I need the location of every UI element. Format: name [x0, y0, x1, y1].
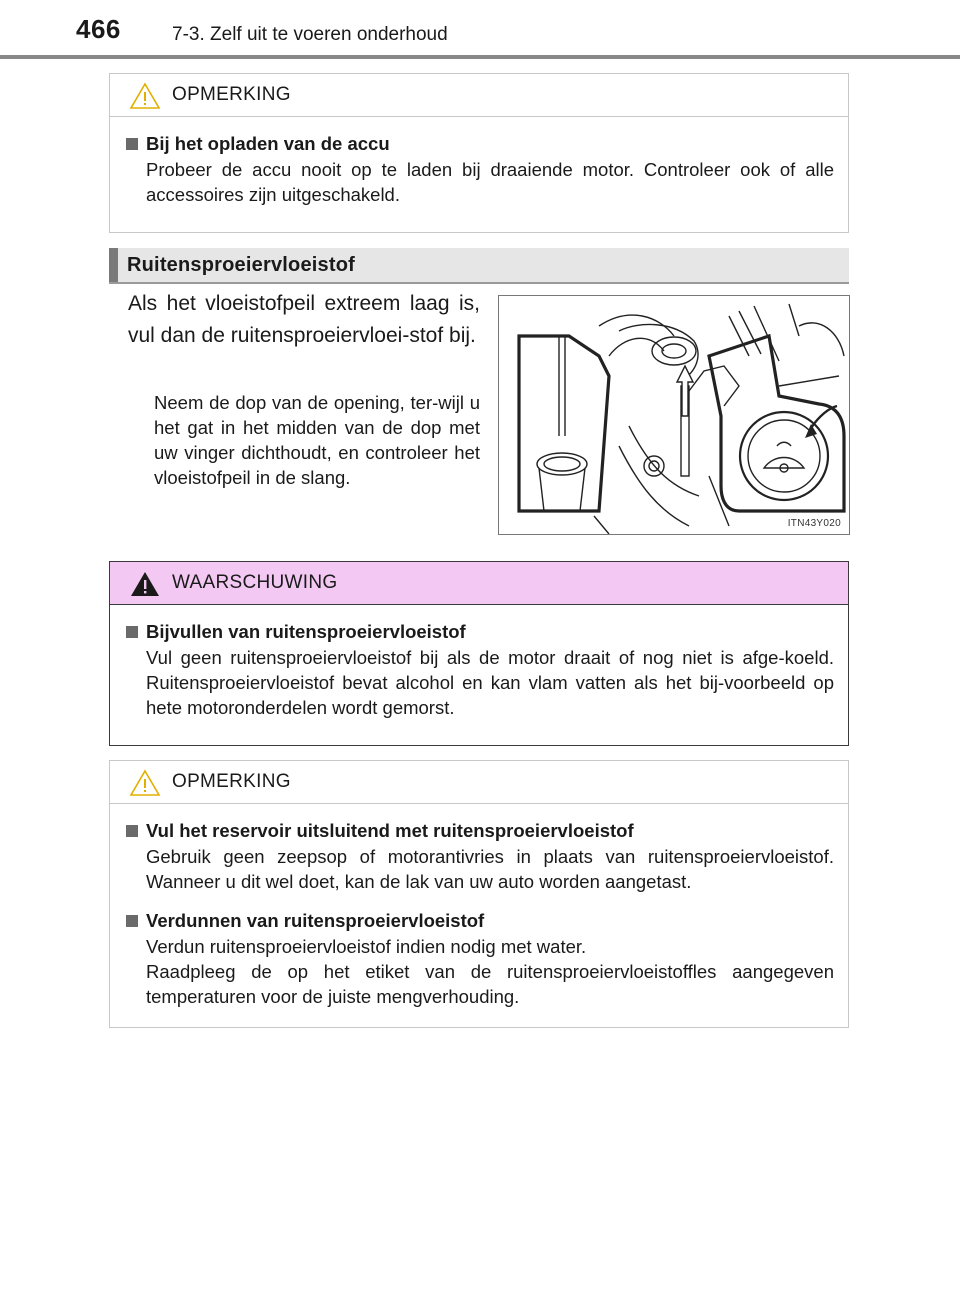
caution-outline-icon [129, 769, 161, 797]
notice-item-text: Gebruik geen zeepsop of motorantivries in plaats van ruitensproeiervloeistof. Wanneer u dit wel doet, kan de lak van uw auto worden aangetast. [146, 846, 834, 892]
notice-item-title: Vul het reservoir uitsluitend met ruitensproeiervloeistof [146, 820, 634, 841]
notice-heading: OPMERKING [172, 771, 291, 792]
notice-item [124, 908, 834, 1009]
square-bullet-icon [126, 626, 138, 638]
topic-accent [109, 248, 118, 282]
square-bullet-icon [126, 825, 138, 837]
warning-header [110, 562, 848, 605]
header-rule [0, 55, 960, 59]
notice-box-charging [109, 73, 849, 233]
washer-fluid-illustration [498, 295, 850, 535]
notice-item [124, 818, 834, 894]
page-header [0, 0, 960, 60]
notice-item-title: Bij het opladen van de accu [146, 133, 390, 154]
warning-item [124, 619, 834, 720]
warning-triangle-icon [129, 570, 161, 598]
notice-item [124, 131, 834, 207]
warning-box [109, 561, 849, 746]
square-bullet-icon [126, 138, 138, 150]
figure-code: ITN43Y020 [787, 518, 841, 529]
topic-intro: Als het vloeistofpeil extreem laag is, vul dan de ruitensproeiervloei-stof bij. [128, 292, 480, 347]
caution-outline-icon [129, 82, 161, 110]
warning-item-title: Bijvullen van ruitensproeiervloeistof [146, 621, 466, 642]
page-number: 466 [76, 14, 121, 44]
topic-heading-bar [109, 248, 849, 284]
topic-title: Ruitensproeiervloeistof [127, 254, 355, 276]
notice-header [110, 74, 848, 117]
warning-item-text: Vul geen ruitensproeiervloeistof bij als de motor draait of nog niet is afge-koeld. Ruitensproeiervloeistof bevat alcohol en kan vlam vatten als het bij-voorbeeld op hete motoronderdelen wordt gemorst. [146, 647, 834, 718]
notice-heading: OPMERKING [172, 84, 291, 105]
notice-box-fluid [109, 760, 849, 1028]
notice-item-title: Verdunnen van ruitensproeiervloeistof [146, 910, 485, 931]
notice-item-text: Verdun ruitensproeiervloeistof indien nodig met water. [146, 936, 587, 957]
section-label: 7-3. Zelf uit te voeren onderhoud [172, 24, 448, 45]
topic-detail: Neem de dop van de opening, ter-wijl u het gat in het midden van de dop met uw vinger dichthoudt, en controleer het vloeistofpeil in de slang. [154, 392, 480, 488]
square-bullet-icon [126, 915, 138, 927]
warning-heading: WAARSCHUWING [172, 572, 338, 593]
washer-reservoir-drawing [499, 296, 850, 535]
notice-header [110, 761, 848, 804]
notice-item-text: Raadpleeg de op het etiket van de ruitensproeiervloeistoffles aangegeven temperaturen voor de juiste mengverhouding. [146, 961, 834, 1007]
notice-item-text: Probeer de accu nooit op te laden bij draaiende motor. Controleer ook of alle accessoires zijn uitgeschakeld. [146, 159, 834, 205]
